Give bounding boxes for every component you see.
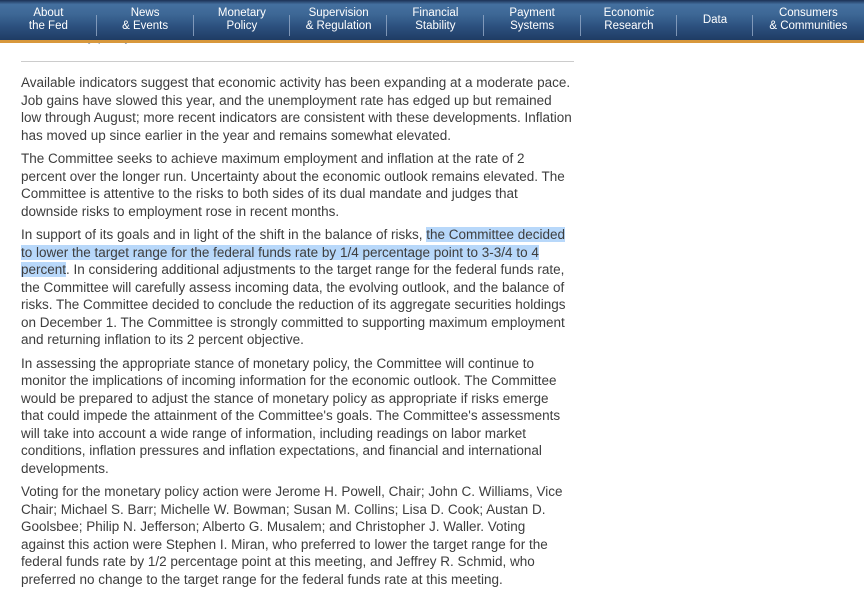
nav-item-label: Consumers — [778, 7, 838, 19]
statement-paragraph: Available indicators suggest that economic activity has been expanding at a moderate pace. Job gains have slowed this year, and the unemployment rate has edged up but remained low through August; more recent indicators are consistent with these developments. Inflation has moved up since earlier in the year and remains somewhat elevated. — [21, 75, 572, 143]
nav-item-label: Financial — [412, 7, 459, 19]
nav-item-label: the Fed — [28, 20, 68, 32]
statement-paragraph: The Committee seeks to achieve maximum employment and inflation at the rate of 2 percent over the longer run. Uncertainty about the economic outlook remains elevated. The Committee is attentive to the risks to both sides of its dual mandate and judges that downside risks to employment rose in recent months. — [21, 151, 565, 219]
selected-text: the Committee decided to lower the target range for the federal funds rate by 1/4 percentage point to 3-3/4 to 4 percent — [21, 227, 566, 277]
nav-item-news-events[interactable] — [97, 0, 194, 40]
paragraph-text-before-selection: In support of its goals and in light of the shift in the balance of risks, — [21, 227, 427, 242]
content-divider — [21, 61, 574, 62]
nav-item-label: & Communities — [769, 20, 848, 32]
nav-item-consumers-communities[interactable] — [753, 0, 864, 40]
statement-paragraph — [21, 226, 572, 349]
nav-row — [0, 0, 864, 40]
nav-item-label: & Regulation — [305, 20, 372, 32]
nav-item-monetary-policy[interactable] — [194, 0, 291, 40]
nav-item-about-the-fed[interactable] — [0, 0, 97, 40]
nav-item-data[interactable] — [677, 0, 752, 40]
nav-item-label: Payment — [509, 7, 555, 19]
statement-paragraph: Voting for the monetary policy action were Jerome H. Powell, Chair; John C. Williams, Vice Chair; Michael S. Barr; Michelle W. Bowman; Susan M. Collins; Lisa D. Cook; Austan D. Goolsbee; Philip N. Jefferson; Alberto G. Musalem; and Christopher J. Waller. Voting against this action were Stephen I. Miran, who preferred to lower the target range for the federal funds rate by 1/2 percentage point at this meeting, and Jeffrey R. Schmid, who preferred no change to the target range for the federal funds rate at this meeting. — [21, 484, 563, 587]
nav-item-label: Policy — [226, 20, 258, 32]
nav-item-label: & Events — [122, 20, 169, 32]
nav-item-label: Stability — [415, 20, 456, 32]
nav-item-label: News — [130, 7, 160, 19]
nav-item-supervision-regulation[interactable] — [290, 0, 387, 40]
nav-item-label: Research — [604, 20, 654, 32]
statement-paragraph: In assessing the appropriate stance of monetary policy, the Committee will continue to monitor the implications of incoming information for the economic outlook. The Committee would be prepared to adjust the stance of monetary policy as appropriate if risks emerge that could impede the attainment of the Committee's goals. The Committee's assessments will take into account a wide range of information, including readings on labor market conditions, inflation pressures and inflation expectations, and financial and international developments. — [21, 355, 561, 476]
paragraph-text-after-selection: . In considering additional adjustments to the target range for the federal funds rate, the Committee will carefully assess incoming data, the evolving outlook, and the balance of risks. The Committee decided to conclude the reduction of its aggregate securities holdings on December 1. The Committee is strongly committed to supporting maximum employment and returning inflation to its 2 percent objective. — [21, 262, 566, 347]
primary-nav — [0, 0, 864, 43]
nav-item-economic-research[interactable] — [581, 0, 678, 40]
nav-item-label: Supervision — [308, 7, 369, 19]
statement-article — [0, 43, 600, 594]
nav-item-financial-stability[interactable] — [387, 0, 484, 40]
nav-item-label: Data — [702, 13, 728, 26]
nav-item-label: Systems — [510, 20, 555, 32]
nav-item-payment-systems[interactable] — [484, 0, 581, 40]
nav-item-label: Economic — [603, 7, 655, 19]
nav-item-label: Monetary — [217, 7, 266, 19]
nav-item-label: About — [33, 7, 64, 19]
